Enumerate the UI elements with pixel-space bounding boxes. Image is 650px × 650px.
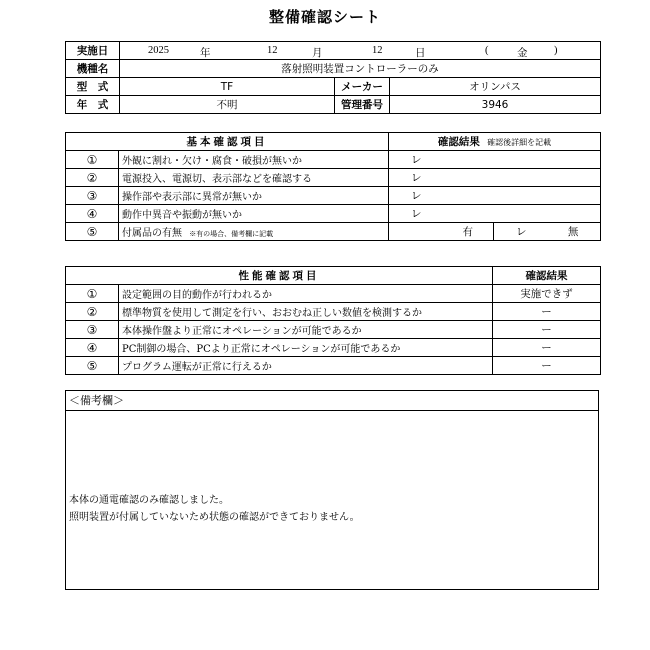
remarks-box: [65, 390, 599, 590]
basic-item-result: レ: [389, 205, 601, 223]
perf-item-no: ③: [66, 321, 119, 339]
perf-row: [66, 357, 601, 375]
weekday-value: 金: [517, 48, 528, 59]
maker-value: オリンパス: [390, 78, 601, 96]
year-unit: 年: [200, 48, 211, 59]
month-unit: 月: [312, 48, 323, 59]
perf-item-result: ー: [493, 357, 601, 375]
basic-result-header: [389, 133, 601, 151]
remarks-text: [69, 492, 360, 526]
mgmt-value: 3946: [390, 96, 601, 114]
perf-row: [66, 321, 601, 339]
year-model-row: [66, 96, 601, 114]
month-value: 12: [267, 45, 278, 56]
year-model-label: 年 式: [66, 96, 120, 114]
basic-item-no: ③: [66, 187, 119, 205]
model-name-value: 落射照明装置コントローラーのみ: [120, 60, 601, 78]
perf-item-no: ⑤: [66, 357, 119, 375]
basic-item-result: レ: [389, 169, 601, 187]
type-label: 型 式: [66, 78, 120, 96]
perf-item-text: 本体操作盤より正常にオペレーションが可能であるか: [119, 321, 493, 339]
perf-item-no: ②: [66, 303, 119, 321]
perf-header-row: [66, 267, 601, 285]
perf-item-no: ①: [66, 285, 119, 303]
accessory-mark: レ: [516, 226, 527, 238]
basic-item-no: ①: [66, 151, 119, 169]
accessory-no-label: 無: [567, 226, 579, 238]
perf-check-table: [65, 266, 601, 375]
basic-item-text: 外観に割れ・欠け・腐食・破損が無いか: [119, 151, 389, 169]
type-row: [66, 78, 601, 96]
basic-row: [66, 151, 601, 169]
perf-row: [66, 339, 601, 357]
accessory-text-cell: [119, 223, 389, 241]
perf-item-text: 標準物質を使用して測定を行い、おおむね正しい数値を検測するか: [119, 303, 493, 321]
basic-row: [66, 187, 601, 205]
accessory-note: ※有の場合、備考欄に記載: [189, 230, 274, 238]
basic-row: [66, 205, 601, 223]
weekday-open: (: [485, 45, 489, 56]
basic-check-table: [65, 132, 601, 241]
perf-item-result: ー: [493, 321, 601, 339]
accessory-no-cell: [494, 223, 601, 241]
basic-item-text: 操作部や表示部に異常が無いか: [119, 187, 389, 205]
accessory-text: 付属品の有無: [122, 228, 182, 239]
perf-result-header: 確認結果: [493, 267, 601, 285]
perf-row: [66, 303, 601, 321]
date-value: [120, 42, 601, 60]
perf-header: 性能確認項目: [66, 267, 493, 285]
day-value: 12: [372, 45, 383, 56]
perf-item-no: ④: [66, 339, 119, 357]
basic-item-text: 動作中異音や振動が無いか: [119, 205, 389, 223]
basic-header: 基本確認項目: [66, 133, 389, 151]
perf-item-text: 設定範囲の目的動作が行われるか: [119, 285, 493, 303]
type-value: TF: [120, 78, 335, 96]
date-label: 実施日: [66, 42, 120, 60]
basic-row: [66, 169, 601, 187]
mgmt-label: 管理番号: [335, 96, 390, 114]
remarks-line: 本体の通電確認のみ確認しました。: [69, 495, 229, 506]
basic-item-no: ④: [66, 205, 119, 223]
model-name-row: [66, 60, 601, 78]
year-model-value: 不明: [120, 96, 335, 114]
perf-row: [66, 285, 601, 303]
basic-result-note: 確認後詳細を記載: [487, 138, 552, 147]
maker-label: メーカー: [335, 78, 390, 96]
model-name-label: 機種名: [66, 60, 120, 78]
accessory-yes: 有: [389, 223, 494, 241]
basic-item-result: レ: [389, 151, 601, 169]
accessory-row: [66, 223, 601, 241]
basic-item-result: レ: [389, 187, 601, 205]
perf-item-result: 実施できず: [493, 285, 601, 303]
remarks-header: ＜備考欄＞: [66, 391, 598, 411]
info-table: [65, 41, 601, 114]
basic-header-row: [66, 133, 601, 151]
perf-item-text: プログラム運転が正常に行えるか: [119, 357, 493, 375]
date-row: [66, 42, 601, 60]
basic-item-text: 電源投入、電源切、表示部などを確認する: [119, 169, 389, 187]
perf-item-text: PC制御の場合、PCより正常にオペレーションが可能であるか: [119, 339, 493, 357]
remarks-line: 照明装置が付属していないため状態の確認ができておりません。: [69, 512, 360, 523]
accessory-no: ⑤: [66, 223, 119, 241]
page-title: 整備確認シート: [268, 8, 381, 26]
basic-result-title: 確認結果: [437, 136, 480, 148]
perf-item-result: ー: [493, 303, 601, 321]
weekday-close: ): [554, 45, 558, 56]
year-value: 2025: [148, 45, 169, 56]
day-unit: 日: [415, 48, 426, 59]
basic-item-no: ②: [66, 169, 119, 187]
perf-item-result: ー: [493, 339, 601, 357]
